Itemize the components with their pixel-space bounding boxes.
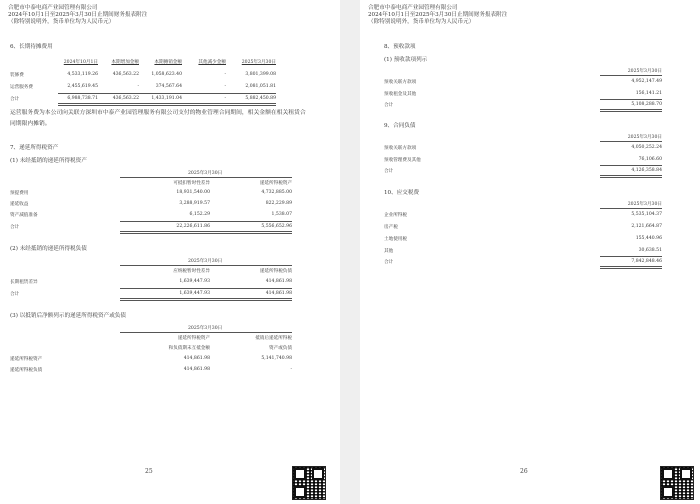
- cell: 30,638.51: [638, 248, 662, 253]
- row-label: 合计: [384, 103, 394, 108]
- row-label: 企业所得税: [384, 213, 407, 218]
- cell: 5,556,652.96: [261, 224, 292, 229]
- cell: 414,861.98: [183, 356, 210, 361]
- column-header: 应纳税暂时性差异: [173, 269, 210, 274]
- column-header: 2024年10月1日: [63, 60, 98, 65]
- row-label: 预收租金及其他: [384, 92, 417, 97]
- subtotal-rule: [58, 93, 276, 94]
- subtotal-rule: [120, 288, 292, 289]
- subsection-title: (1) 未经抵销的递延所得税资产: [10, 158, 87, 164]
- row-label: 土地使用税: [384, 237, 407, 242]
- column-header: 资产或负债: [269, 346, 292, 351]
- row-label: 递延所得税负债: [10, 368, 43, 373]
- cell: 436,563.22: [112, 96, 139, 101]
- currency-note: （除特别说明外，货币单位均为人民币元）: [368, 19, 475, 25]
- page-26: [360, 0, 700, 504]
- cell: 4,732,885.00: [261, 190, 292, 195]
- section-title-long-term-prepaid: 6、长期待摊费用: [10, 44, 53, 50]
- cell: 4,126,358.84: [631, 168, 662, 173]
- company-name: 合肥市中泰电商产业园管理有限公司: [8, 5, 98, 11]
- row-label: 房产税: [384, 225, 398, 230]
- column-header: 递延所得税负债: [259, 269, 292, 274]
- total-rule: [600, 266, 662, 269]
- currency-note: （除特别说明外，货币单位均为人民币元）: [8, 19, 115, 25]
- cell: -: [224, 84, 226, 89]
- cell: 374,567.64: [155, 84, 182, 89]
- subtotal-rule: [600, 99, 662, 100]
- section-title-deferred-tax: 7、递延所得税资产: [10, 145, 59, 151]
- cell: 155,440.96: [635, 236, 662, 241]
- total-rule: [58, 103, 276, 106]
- subtotal-rule: [600, 165, 662, 166]
- row-label: 合计: [384, 260, 394, 265]
- total-rule: [120, 231, 292, 234]
- column-header: 递延所得税资产: [259, 181, 292, 186]
- page-gutter: [340, 0, 360, 504]
- cell: 436,563.22: [112, 72, 139, 77]
- row-label: 递延收益: [10, 202, 29, 207]
- cell: 22,226,611.86: [176, 224, 210, 229]
- page-number: 26: [520, 468, 528, 475]
- cell: -: [224, 96, 226, 101]
- column-header: 本期摊销金额: [154, 60, 182, 65]
- header-rule: [120, 177, 292, 178]
- cell: 2,121,664.87: [631, 224, 662, 229]
- header-rule: [600, 141, 662, 142]
- cell: -: [290, 367, 292, 372]
- report-period: 2024年10月1日至2025年3月30日止期间财务报表附注: [368, 12, 508, 18]
- date-header: 2025年3月30日: [188, 326, 223, 331]
- cell: 76,106.60: [638, 157, 662, 162]
- cell: 5,141,740.98: [261, 356, 292, 361]
- cell: 414,861.98: [265, 291, 292, 296]
- row-label: 合计: [384, 169, 394, 174]
- column-group-header: 递延所得税资产: [177, 336, 210, 341]
- cell: 4,952,147.49: [631, 79, 662, 84]
- cell: 1,433,191.04: [151, 96, 182, 101]
- total-rule: [120, 298, 292, 301]
- page-number: 25: [145, 468, 153, 475]
- date-header: 2025年3月30日: [627, 135, 662, 140]
- cell: 1,639,447.93: [179, 291, 210, 296]
- row-label: 其他: [384, 249, 394, 254]
- subsection-title: (2) 未经抵销的递延所得税负债: [10, 246, 87, 252]
- cell: 18,931,540.00: [176, 190, 210, 195]
- cell: 5,535,104.37: [631, 212, 662, 217]
- date-header: 2025年3月30日: [188, 259, 223, 264]
- subtotal-rule: [120, 221, 292, 222]
- section-title-contract-liabilities: 9、合同负债: [384, 123, 416, 129]
- date-header: 2025年3月30日: [627, 69, 662, 74]
- header-rule: [600, 208, 662, 209]
- cell: 5,108,288.70: [631, 102, 662, 107]
- cell: 414,861.98: [265, 279, 292, 284]
- cell: 6,152.29: [189, 212, 210, 217]
- column-header: 2025年3月30日: [241, 60, 276, 65]
- total-rule: [600, 175, 662, 178]
- row-label: 预收管理费及其他: [384, 158, 421, 163]
- cell: 1,058,623.40: [151, 72, 182, 77]
- cell: 2,081,051.81: [245, 84, 276, 89]
- cell: 822,229.89: [265, 201, 292, 206]
- row-label: 装修费: [10, 73, 24, 78]
- date-header: 2025年3月30日: [627, 202, 662, 207]
- paragraph-prepaid-note: 运营服务费为本公司向关联方深圳市中泰产业园管理服务有限公司支付的物业管理合同期间，相关金额在相关租赁合同期限内摊销。: [10, 110, 306, 127]
- cell: -: [224, 72, 226, 77]
- row-label: 预收关联方款项: [384, 146, 417, 151]
- cell: 156,141.21: [635, 91, 662, 96]
- cell: 2,455,619.45: [67, 84, 98, 89]
- cell: 5,882,450.89: [245, 96, 276, 101]
- section-title-taxes-payable: 10、应交税费: [384, 190, 420, 196]
- row-label: 合计: [10, 97, 20, 102]
- row-label: 长期租赁差异: [10, 280, 38, 285]
- cell: -: [137, 84, 139, 89]
- subtotal-rule: [600, 256, 662, 257]
- row-label: 递延所得税资产: [10, 357, 43, 362]
- row-label: 预收关联方款项: [384, 80, 417, 85]
- header-rule: [120, 265, 292, 266]
- column-header: 可抵扣暂时性差异: [173, 181, 210, 186]
- subsection-title: (3) 以抵销后净额列示的递延所得税资产或负债: [10, 313, 126, 319]
- column-header: 其他减少金额: [198, 60, 226, 65]
- report-period: 2024年10月1日至2025年3月30日止期间财务报表附注: [8, 12, 148, 18]
- page-25: [0, 0, 340, 504]
- row-label: 运营服务费: [10, 85, 33, 90]
- qr-code-icon: [660, 466, 694, 500]
- row-label: 预提费用: [10, 191, 29, 196]
- cell: 7,842,848.46: [631, 259, 662, 264]
- cell: 1,639,447.93: [179, 279, 210, 284]
- cell: 3,288,919.57: [179, 201, 210, 206]
- cell: 6,988,738.71: [67, 96, 98, 101]
- row-label: 合计: [10, 292, 20, 297]
- binding-stamp: [344, 165, 352, 225]
- cell: 3,801,399.08: [245, 72, 276, 77]
- total-rule: [600, 109, 662, 112]
- row-label: 资产减值准备: [10, 213, 38, 218]
- subsection-title: (1) 预收款项列示: [384, 57, 428, 63]
- row-label: 合计: [10, 225, 20, 230]
- column-group-header: 抵销后递延所得税: [255, 336, 292, 341]
- date-header: 2025年3月30日: [188, 171, 223, 176]
- company-name: 合肥市中泰电商产业园管理有限公司: [368, 5, 458, 11]
- header-rule: [600, 75, 662, 76]
- column-header: 本期增加金额: [111, 60, 139, 65]
- cell: 1,538.07: [271, 212, 292, 217]
- section-title-advance-receipts: 8、预收款项: [384, 44, 416, 50]
- header-rule: [120, 332, 292, 333]
- qr-code-icon: [292, 466, 326, 500]
- cell: 414,861.98: [183, 367, 210, 372]
- column-header: 和负债期末互抵金额: [168, 346, 210, 351]
- cell: 4,050,252.24: [631, 145, 662, 150]
- cell: 4,533,119.26: [67, 72, 98, 77]
